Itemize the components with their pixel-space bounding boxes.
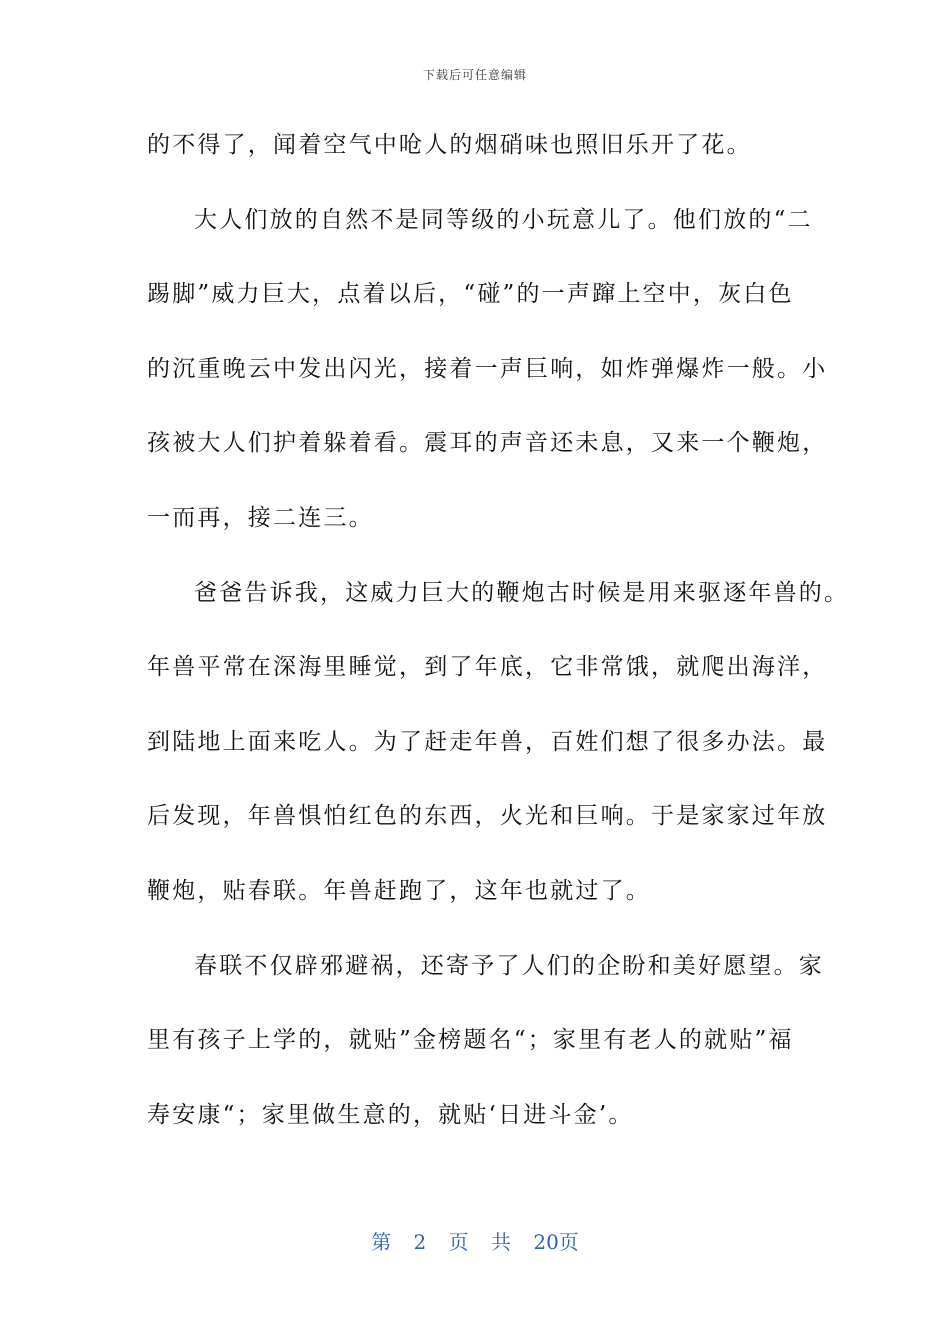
footer-total-label: 共 [491, 1230, 511, 1254]
text-line: 的沉重晚云中发出闪光，接着一声巨响，如炸弹爆炸一般。小 [147, 355, 828, 382]
text-line: 寿安康“；家里做生意的，就贴‘日进斗金’。 [147, 1101, 634, 1128]
text-line: 到陆地上面来吃人。为了赶走年兽，百姓们想了很多办法。最 [147, 728, 828, 755]
text-line: 一而再，接二连三。 [147, 504, 374, 531]
footer-page-label: 页 [448, 1230, 469, 1254]
current-page-number: 2 [413, 1230, 427, 1254]
text-line: 踢脚”威力巨大，点着以后，“碰”的一声蹿上空中，灰白色 [147, 281, 794, 308]
document-body [147, 123, 850, 1167]
text-line: 春联不仅辟邪避祸，还寄予了人们的企盼和美好愿望。家 [194, 952, 824, 979]
text-line: 的不得了，闻着空气中呛人的烟硝味也照旧乐开了花。 [147, 132, 752, 158]
total-pages: 20页 [533, 1230, 579, 1254]
page-header: 下载后可任意编辑 [422, 68, 527, 82]
text-line: 年兽平常在深海里睡觉，到了年底，它非常饿，就爬出海洋， [147, 654, 828, 681]
text-line: 爸爸告诉我，这威力巨大的鞭炮古时候是用来驱逐年兽的。 [194, 579, 850, 606]
footer-prefix: 第 [371, 1230, 392, 1254]
text-line: 大人们放的自然不是同等级的小玩意儿了。他们放的“二 [194, 206, 813, 233]
text-line: 鞭炮，贴春联。年兽赶跑了，这年也就过了。 [147, 877, 651, 904]
page-footer [0, 1226, 950, 1255]
text-line: 里有孩子上学的，就贴”金榜题名“；家里有老人的就贴”福 [147, 1027, 794, 1054]
text-line: 后发现，年兽惧怕红色的东西，火光和巨响。于是家家过年放 [147, 803, 828, 830]
text-line: 孩被大人们护着躲着看。震耳的声音还未息，又来一个鞭炮， [147, 430, 828, 457]
